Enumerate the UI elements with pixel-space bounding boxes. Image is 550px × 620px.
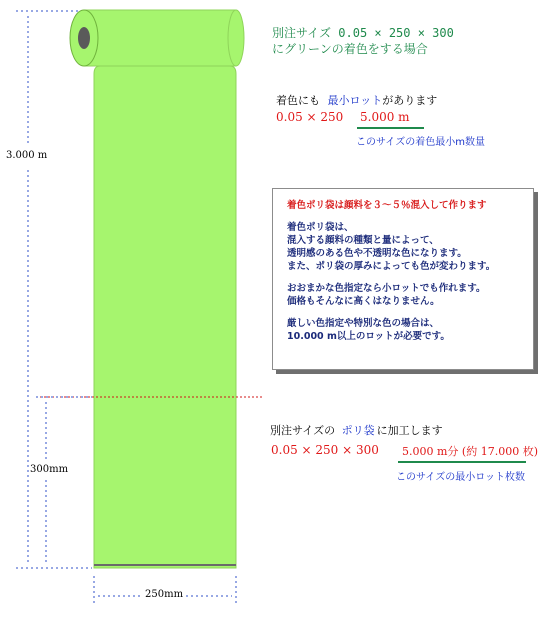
- header-line-2: にグリーンの着色をする場合: [272, 42, 428, 56]
- min-lot-size: 0.05 × 250: [276, 110, 344, 124]
- notice-line: おおまかな色指定なら小ロットでも作れます。: [287, 283, 486, 294]
- min-lot-caption: このサイズの着色最小m数量: [356, 137, 485, 148]
- min-lot-suffix: があります: [382, 94, 438, 107]
- notice-line: また、ポリ袋の厚みによっても色が変わります。: [287, 261, 496, 272]
- bag-order-quantity: 5.000 m分 (約 17.000 枚): [402, 445, 538, 458]
- notice-heading: 着色ポリ袋は顔料を３～５％混入して作ります: [287, 200, 487, 211]
- bag-order-prefix: 別注サイズの: [270, 424, 336, 437]
- bag-length-label: 300mm: [30, 464, 69, 475]
- film-sheet: [94, 66, 236, 568]
- min-lot-underline: [357, 127, 424, 129]
- min-lot-quantity: 5.000 m: [360, 110, 410, 124]
- bag-order-suffix: に加工します: [376, 424, 443, 437]
- width-label: 250mm: [145, 589, 184, 600]
- bag-order-caption: このサイズの最小ロット枚数: [396, 472, 525, 483]
- film-roll: [70, 10, 244, 66]
- min-lot-highlight: 最小ロット: [327, 94, 383, 107]
- bag-order-underline: [398, 461, 526, 463]
- min-lot-heading: [276, 92, 437, 108]
- notice-paragraph-1: [287, 221, 523, 273]
- notice-paragraph-2: [287, 282, 523, 308]
- bag-order-heading: [270, 422, 443, 438]
- notice-line: 価格もそんなに高くはなりません。: [287, 296, 440, 307]
- notice-line: 透明感のある色や不透明な色になります。: [287, 248, 467, 259]
- roll-core: [78, 27, 90, 49]
- notice-box: [272, 188, 534, 370]
- notice-paragraph-3: [287, 317, 523, 343]
- notice-line: 10.000 m以上のロットが必要です。: [287, 331, 450, 342]
- notice-line: 着色ポリ袋は、: [287, 222, 354, 233]
- header-line-1: 別注サイズ 0.05 × 250 × 300: [272, 26, 454, 40]
- roll-length-label: 3.000 m: [6, 150, 48, 161]
- bag-order-size: 0.05 × 250 × 300: [271, 443, 379, 457]
- notice-line: 混入する顔料の種類と量によって、: [287, 235, 439, 246]
- bag-order-highlight: ポリ袋: [341, 424, 375, 437]
- notice-line: 厳しい色指定や特別な色の場合は、: [287, 318, 440, 329]
- min-lot-prefix: 着色にも: [276, 94, 320, 107]
